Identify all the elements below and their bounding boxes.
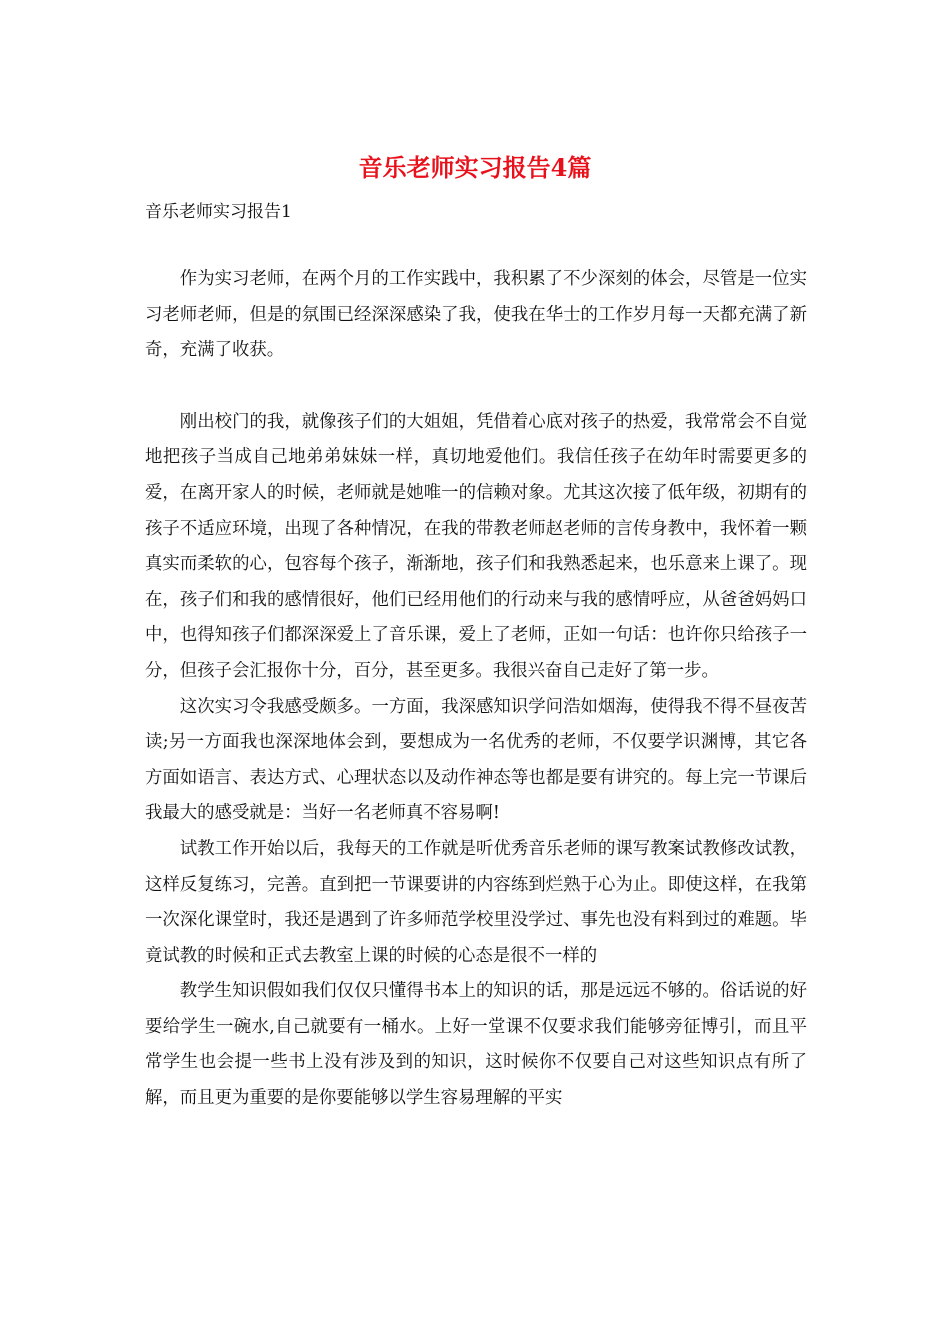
paragraph-5: 教学生知识假如我们仅仅只懂得书本上的知识的话，那是远远不够的。俗话说的好要给学生一碗水,自己就要有一桶水。上好一堂课不仅要求我们能够旁征博引，而且平常学生也会提一些书上没有涉及到的知识，这时候你不仅要自己对这些知识点有所了解，而且更为重要的是你要能够以学生容易理解的平实 [145, 981, 807, 1109]
paragraph-1: 作为实习老师，在两个月的工作实践中，我积累了不少深刻的体会，尽管是一位实习老师老师，但是的氛围已经深深感染了我，使我在华士的工作岁月每一天都充满了新奇，充满了收获。 [145, 269, 807, 361]
document-body [145, 262, 807, 1117]
paragraph-gap [145, 369, 807, 405]
paragraph-4: 试教工作开始以后，我每天的工作就是听优秀音乐老师的课写教案试教修改试教，这样反复练习，完善。直到把一节课要讲的内容练到烂熟于心为止。即使这样，在我第一次深化课堂时，我还是遇到了许多师范学校里没学过、事先也没有料到过的难题。毕竟试教的时候和正式去教室上课的时候的心态是很不一样的 [145, 838, 807, 966]
paragraph-3: 这次实习令我感受颇多。一方面，我深感知识学问浩如烟海，使得我不得不昼夜苦读;另一方面我也深深地体会到，要想成为一名优秀的老师，不仅要学识渊博，其它各方面如语言、表达方式、心理状态以及动作神态等也都是要有讲究的。每上完一节课后我最大的感受就是：当好一名老师真不容易啊! [145, 696, 807, 824]
document-title: 音乐老师实习报告4篇 [358, 153, 592, 182]
paragraph-2: 刚出校门的我，就像孩子们的大姐姐，凭借着心底对孩子的热爱，我常常会不自觉地把孩子当成自己地弟弟妹妹一样，真切地爱他们。我信任孩子在幼年时需要更多的爱，在离开家人的时候，老师就是她唯一的信赖对象。尤其这次接了低年级，初期有的孩子不适应环境，出现了各种情况，在我的带教老师赵老师的言传身教中，我怀着一颗真实而柔软的心，包容每个孩子，渐渐地，孩子们和我熟悉起来，也乐意来上课了。现在，孩子们和我的感情很好，他们已经用他们的行动来与我的感情呼应，从爸爸妈妈口中，也得知孩子们都深深爱上了音乐课，爱上了老师，正如一句话：也许你只给孩子一分，但孩子会汇报你十分，百分，甚至更多。我很兴奋自己走好了第一步。 [145, 411, 807, 681]
section-heading: 音乐老师实习报告1 [145, 202, 292, 222]
